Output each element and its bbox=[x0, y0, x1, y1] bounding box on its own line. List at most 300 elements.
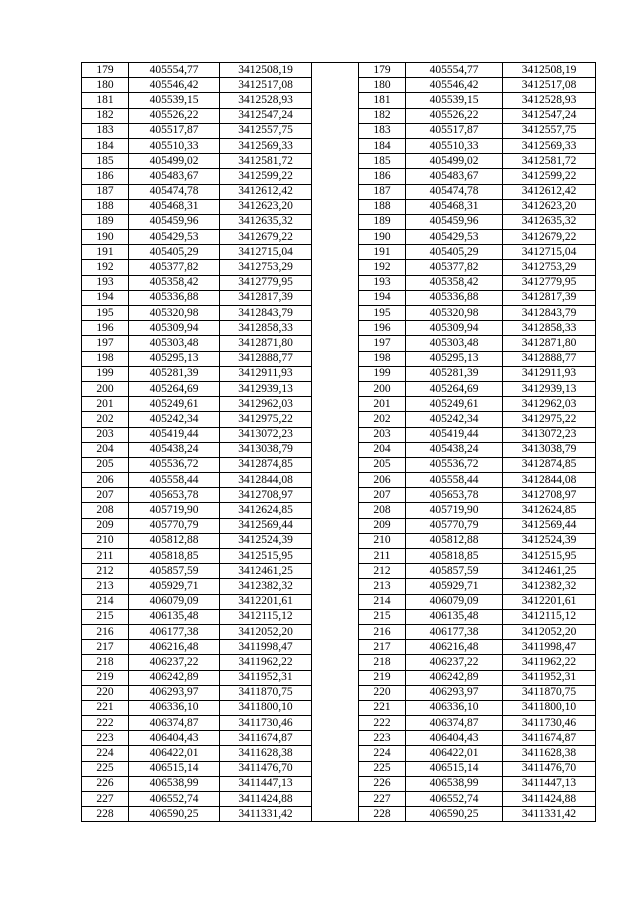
right-point-number-cell: 211 bbox=[359, 549, 406, 564]
column-gap bbox=[312, 564, 359, 579]
column-gap bbox=[312, 716, 359, 731]
right-x-coordinate-cell: 405483,67 bbox=[406, 169, 503, 184]
left-x-coordinate-cell: 406135,48 bbox=[129, 609, 220, 624]
right-y-coordinate-cell: 3412843,79 bbox=[503, 306, 596, 321]
right-x-coordinate-cell: 406216,48 bbox=[406, 640, 503, 655]
left-y-coordinate-cell: 3412115,12 bbox=[220, 609, 312, 624]
left-x-coordinate-cell: 405429,53 bbox=[129, 230, 220, 245]
left-y-coordinate-cell: 3412517,08 bbox=[220, 78, 312, 93]
right-point-number-cell: 227 bbox=[359, 792, 406, 807]
column-gap bbox=[312, 336, 359, 351]
column-gap bbox=[312, 579, 359, 594]
right-point-number-cell: 205 bbox=[359, 457, 406, 472]
column-gap bbox=[312, 123, 359, 138]
table-row bbox=[82, 351, 596, 366]
left-point-number-cell: 209 bbox=[82, 518, 129, 533]
left-y-coordinate-cell: 3411800,10 bbox=[220, 700, 312, 715]
right-y-coordinate-cell: 3412975,22 bbox=[503, 412, 596, 427]
table-row bbox=[82, 746, 596, 761]
left-x-coordinate-cell: 406422,01 bbox=[129, 746, 220, 761]
right-y-coordinate-cell: 3411730,46 bbox=[503, 716, 596, 731]
right-y-coordinate-cell: 3412939,13 bbox=[503, 381, 596, 396]
right-point-number-cell: 198 bbox=[359, 351, 406, 366]
right-y-coordinate-cell: 3412547,24 bbox=[503, 108, 596, 123]
table-row bbox=[82, 549, 596, 564]
right-y-coordinate-cell: 3412382,32 bbox=[503, 579, 596, 594]
right-point-number-cell: 226 bbox=[359, 776, 406, 791]
right-point-number-cell: 219 bbox=[359, 670, 406, 685]
left-point-number-cell: 220 bbox=[82, 685, 129, 700]
right-point-number-cell: 215 bbox=[359, 609, 406, 624]
column-gap bbox=[312, 275, 359, 290]
left-point-number-cell: 205 bbox=[82, 457, 129, 472]
left-point-number-cell: 228 bbox=[82, 807, 129, 822]
right-y-coordinate-cell: 3412508,19 bbox=[503, 63, 596, 78]
right-y-coordinate-cell: 3413072,23 bbox=[503, 427, 596, 442]
left-point-number-cell: 225 bbox=[82, 761, 129, 776]
left-y-coordinate-cell: 3411331,42 bbox=[220, 807, 312, 822]
right-y-coordinate-cell: 3412753,29 bbox=[503, 260, 596, 275]
column-gap bbox=[312, 776, 359, 791]
right-y-coordinate-cell: 3412515,95 bbox=[503, 549, 596, 564]
table-row bbox=[82, 518, 596, 533]
right-point-number-cell: 189 bbox=[359, 214, 406, 229]
left-x-coordinate-cell: 406242,89 bbox=[129, 670, 220, 685]
column-gap bbox=[312, 184, 359, 199]
right-x-coordinate-cell: 406552,74 bbox=[406, 792, 503, 807]
right-y-coordinate-cell: 3411476,70 bbox=[503, 761, 596, 776]
right-y-coordinate-cell: 3412115,12 bbox=[503, 609, 596, 624]
left-x-coordinate-cell: 405653,78 bbox=[129, 488, 220, 503]
table-row bbox=[82, 366, 596, 381]
table-row bbox=[82, 655, 596, 670]
left-point-number-cell: 184 bbox=[82, 138, 129, 153]
column-gap bbox=[312, 670, 359, 685]
right-y-coordinate-cell: 3411962,22 bbox=[503, 655, 596, 670]
right-y-coordinate-cell: 3411870,75 bbox=[503, 685, 596, 700]
right-point-number-cell: 183 bbox=[359, 123, 406, 138]
right-x-coordinate-cell: 406237,22 bbox=[406, 655, 503, 670]
table-row bbox=[82, 290, 596, 305]
right-x-coordinate-cell: 405812,88 bbox=[406, 533, 503, 548]
right-point-number-cell: 223 bbox=[359, 731, 406, 746]
right-y-coordinate-cell: 3412624,85 bbox=[503, 503, 596, 518]
right-x-coordinate-cell: 405818,85 bbox=[406, 549, 503, 564]
right-point-number-cell: 181 bbox=[359, 93, 406, 108]
right-y-coordinate-cell: 3412524,39 bbox=[503, 533, 596, 548]
right-point-number-cell: 200 bbox=[359, 381, 406, 396]
right-point-number-cell: 212 bbox=[359, 564, 406, 579]
left-y-coordinate-cell: 3411424,88 bbox=[220, 792, 312, 807]
right-point-number-cell: 187 bbox=[359, 184, 406, 199]
column-gap bbox=[312, 63, 359, 78]
right-y-coordinate-cell: 3411447,13 bbox=[503, 776, 596, 791]
left-point-number-cell: 227 bbox=[82, 792, 129, 807]
right-x-coordinate-cell: 405526,22 bbox=[406, 108, 503, 123]
table-row bbox=[82, 776, 596, 791]
left-y-coordinate-cell: 3412753,29 bbox=[220, 260, 312, 275]
table-row bbox=[82, 594, 596, 609]
right-point-number-cell: 224 bbox=[359, 746, 406, 761]
right-point-number-cell: 184 bbox=[359, 138, 406, 153]
left-point-number-cell: 222 bbox=[82, 716, 129, 731]
right-x-coordinate-cell: 405419,44 bbox=[406, 427, 503, 442]
left-point-number-cell: 212 bbox=[82, 564, 129, 579]
right-x-coordinate-cell: 405336,88 bbox=[406, 290, 503, 305]
table-row bbox=[82, 624, 596, 639]
right-point-number-cell: 194 bbox=[359, 290, 406, 305]
right-x-coordinate-cell: 405405,29 bbox=[406, 245, 503, 260]
left-point-number-cell: 200 bbox=[82, 381, 129, 396]
left-point-number-cell: 191 bbox=[82, 245, 129, 260]
right-y-coordinate-cell: 3412708,97 bbox=[503, 488, 596, 503]
right-point-number-cell: 217 bbox=[359, 640, 406, 655]
right-point-number-cell: 225 bbox=[359, 761, 406, 776]
left-x-coordinate-cell: 405929,71 bbox=[129, 579, 220, 594]
left-x-coordinate-cell: 406079,09 bbox=[129, 594, 220, 609]
right-point-number-cell: 201 bbox=[359, 397, 406, 412]
right-point-number-cell: 210 bbox=[359, 533, 406, 548]
table-row bbox=[82, 169, 596, 184]
right-y-coordinate-cell: 3412569,44 bbox=[503, 518, 596, 533]
left-y-coordinate-cell: 3412201,61 bbox=[220, 594, 312, 609]
table-row bbox=[82, 397, 596, 412]
column-gap bbox=[312, 549, 359, 564]
left-x-coordinate-cell: 405818,85 bbox=[129, 549, 220, 564]
left-point-number-cell: 226 bbox=[82, 776, 129, 791]
left-point-number-cell: 210 bbox=[82, 533, 129, 548]
column-gap bbox=[312, 366, 359, 381]
right-x-coordinate-cell: 405546,42 bbox=[406, 78, 503, 93]
column-gap bbox=[312, 609, 359, 624]
right-x-coordinate-cell: 405474,78 bbox=[406, 184, 503, 199]
right-point-number-cell: 197 bbox=[359, 336, 406, 351]
right-x-coordinate-cell: 405264,69 bbox=[406, 381, 503, 396]
right-x-coordinate-cell: 406515,14 bbox=[406, 761, 503, 776]
left-y-coordinate-cell: 3412623,20 bbox=[220, 199, 312, 214]
column-gap bbox=[312, 427, 359, 442]
column-gap bbox=[312, 154, 359, 169]
right-x-coordinate-cell: 406538,99 bbox=[406, 776, 503, 791]
table-row bbox=[82, 199, 596, 214]
right-x-coordinate-cell: 406242,89 bbox=[406, 670, 503, 685]
left-y-coordinate-cell: 3412911,93 bbox=[220, 366, 312, 381]
table-row bbox=[82, 427, 596, 442]
left-x-coordinate-cell: 406293,97 bbox=[129, 685, 220, 700]
left-x-coordinate-cell: 405242,34 bbox=[129, 412, 220, 427]
left-point-number-cell: 198 bbox=[82, 351, 129, 366]
right-point-number-cell: 186 bbox=[359, 169, 406, 184]
right-x-coordinate-cell: 405303,48 bbox=[406, 336, 503, 351]
column-gap bbox=[312, 640, 359, 655]
left-point-number-cell: 201 bbox=[82, 397, 129, 412]
left-y-coordinate-cell: 3413038,79 bbox=[220, 442, 312, 457]
column-gap bbox=[312, 731, 359, 746]
left-x-coordinate-cell: 405468,31 bbox=[129, 199, 220, 214]
table-row bbox=[82, 670, 596, 685]
column-gap bbox=[312, 473, 359, 488]
table-row bbox=[82, 245, 596, 260]
left-point-number-cell: 213 bbox=[82, 579, 129, 594]
left-y-coordinate-cell: 3412939,13 bbox=[220, 381, 312, 396]
table-row bbox=[82, 792, 596, 807]
left-x-coordinate-cell: 405558,44 bbox=[129, 473, 220, 488]
left-point-number-cell: 223 bbox=[82, 731, 129, 746]
table-row bbox=[82, 108, 596, 123]
column-gap bbox=[312, 533, 359, 548]
column-gap bbox=[312, 169, 359, 184]
right-x-coordinate-cell: 406177,38 bbox=[406, 624, 503, 639]
right-y-coordinate-cell: 3412201,61 bbox=[503, 594, 596, 609]
right-y-coordinate-cell: 3412612,42 bbox=[503, 184, 596, 199]
left-x-coordinate-cell: 406374,87 bbox=[129, 716, 220, 731]
left-x-coordinate-cell: 406177,38 bbox=[129, 624, 220, 639]
right-y-coordinate-cell: 3412461,25 bbox=[503, 564, 596, 579]
table-row bbox=[82, 488, 596, 503]
right-y-coordinate-cell: 3412871,80 bbox=[503, 336, 596, 351]
right-x-coordinate-cell: 405320,98 bbox=[406, 306, 503, 321]
left-point-number-cell: 183 bbox=[82, 123, 129, 138]
left-point-number-cell: 214 bbox=[82, 594, 129, 609]
right-point-number-cell: 214 bbox=[359, 594, 406, 609]
left-point-number-cell: 189 bbox=[82, 214, 129, 229]
column-gap bbox=[312, 199, 359, 214]
left-y-coordinate-cell: 3412524,39 bbox=[220, 533, 312, 548]
left-x-coordinate-cell: 405295,13 bbox=[129, 351, 220, 366]
right-x-coordinate-cell: 405499,02 bbox=[406, 154, 503, 169]
table-row bbox=[82, 381, 596, 396]
left-x-coordinate-cell: 405510,33 bbox=[129, 138, 220, 153]
right-x-coordinate-cell: 405468,31 bbox=[406, 199, 503, 214]
right-x-coordinate-cell: 405377,82 bbox=[406, 260, 503, 275]
right-point-number-cell: 208 bbox=[359, 503, 406, 518]
right-x-coordinate-cell: 406374,87 bbox=[406, 716, 503, 731]
right-y-coordinate-cell: 3411331,42 bbox=[503, 807, 596, 822]
left-point-number-cell: 197 bbox=[82, 336, 129, 351]
right-y-coordinate-cell: 3411424,88 bbox=[503, 792, 596, 807]
table-row bbox=[82, 275, 596, 290]
column-gap bbox=[312, 290, 359, 305]
left-point-number-cell: 192 bbox=[82, 260, 129, 275]
left-point-number-cell: 203 bbox=[82, 427, 129, 442]
right-point-number-cell: 203 bbox=[359, 427, 406, 442]
right-y-coordinate-cell: 3411998,47 bbox=[503, 640, 596, 655]
left-x-coordinate-cell: 406404,43 bbox=[129, 731, 220, 746]
left-point-number-cell: 207 bbox=[82, 488, 129, 503]
left-y-coordinate-cell: 3412888,77 bbox=[220, 351, 312, 366]
left-x-coordinate-cell: 405857,59 bbox=[129, 564, 220, 579]
right-x-coordinate-cell: 406135,48 bbox=[406, 609, 503, 624]
left-x-coordinate-cell: 405546,42 bbox=[129, 78, 220, 93]
right-y-coordinate-cell: 3412844,08 bbox=[503, 473, 596, 488]
right-x-coordinate-cell: 405558,44 bbox=[406, 473, 503, 488]
right-y-coordinate-cell: 3412817,39 bbox=[503, 290, 596, 305]
left-x-coordinate-cell: 405419,44 bbox=[129, 427, 220, 442]
coordinates-table bbox=[81, 62, 596, 822]
right-point-number-cell: 192 bbox=[359, 260, 406, 275]
left-point-number-cell: 204 bbox=[82, 442, 129, 457]
left-x-coordinate-cell: 406336,10 bbox=[129, 700, 220, 715]
table-row bbox=[82, 700, 596, 715]
right-y-coordinate-cell: 3411800,10 bbox=[503, 700, 596, 715]
left-x-coordinate-cell: 406216,48 bbox=[129, 640, 220, 655]
right-x-coordinate-cell: 405554,77 bbox=[406, 63, 503, 78]
right-point-number-cell: 179 bbox=[359, 63, 406, 78]
right-x-coordinate-cell: 405438,24 bbox=[406, 442, 503, 457]
right-y-coordinate-cell: 3411628,38 bbox=[503, 746, 596, 761]
table-row bbox=[82, 93, 596, 108]
table-row bbox=[82, 184, 596, 199]
left-y-coordinate-cell: 3412844,08 bbox=[220, 473, 312, 488]
right-y-coordinate-cell: 3412911,93 bbox=[503, 366, 596, 381]
table-row bbox=[82, 123, 596, 138]
right-y-coordinate-cell: 3412623,20 bbox=[503, 199, 596, 214]
column-gap bbox=[312, 138, 359, 153]
left-x-coordinate-cell: 405719,90 bbox=[129, 503, 220, 518]
column-gap bbox=[312, 260, 359, 275]
left-y-coordinate-cell: 3411476,70 bbox=[220, 761, 312, 776]
right-point-number-cell: 193 bbox=[359, 275, 406, 290]
table-row bbox=[82, 306, 596, 321]
column-gap bbox=[312, 807, 359, 822]
left-x-coordinate-cell: 405405,29 bbox=[129, 245, 220, 260]
left-y-coordinate-cell: 3412962,03 bbox=[220, 397, 312, 412]
left-y-coordinate-cell: 3412581,72 bbox=[220, 154, 312, 169]
left-x-coordinate-cell: 405377,82 bbox=[129, 260, 220, 275]
left-x-coordinate-cell: 405812,88 bbox=[129, 533, 220, 548]
right-y-coordinate-cell: 3412779,95 bbox=[503, 275, 596, 290]
table-row bbox=[82, 230, 596, 245]
left-point-number-cell: 193 bbox=[82, 275, 129, 290]
left-point-number-cell: 194 bbox=[82, 290, 129, 305]
table-row bbox=[82, 442, 596, 457]
left-point-number-cell: 218 bbox=[82, 655, 129, 670]
column-gap bbox=[312, 214, 359, 229]
left-point-number-cell: 187 bbox=[82, 184, 129, 199]
left-x-coordinate-cell: 405517,87 bbox=[129, 123, 220, 138]
right-point-number-cell: 188 bbox=[359, 199, 406, 214]
column-gap bbox=[312, 746, 359, 761]
left-point-number-cell: 211 bbox=[82, 549, 129, 564]
right-y-coordinate-cell: 3412557,75 bbox=[503, 123, 596, 138]
table-row bbox=[82, 533, 596, 548]
column-gap bbox=[312, 685, 359, 700]
left-y-coordinate-cell: 3411674,87 bbox=[220, 731, 312, 746]
left-point-number-cell: 219 bbox=[82, 670, 129, 685]
column-gap bbox=[312, 655, 359, 670]
column-gap bbox=[312, 412, 359, 427]
table-row bbox=[82, 609, 596, 624]
right-y-coordinate-cell: 3412052,20 bbox=[503, 624, 596, 639]
left-x-coordinate-cell: 405281,39 bbox=[129, 366, 220, 381]
right-x-coordinate-cell: 405539,15 bbox=[406, 93, 503, 108]
table-row bbox=[82, 138, 596, 153]
left-x-coordinate-cell: 405264,69 bbox=[129, 381, 220, 396]
column-gap bbox=[312, 594, 359, 609]
left-y-coordinate-cell: 3411962,22 bbox=[220, 655, 312, 670]
right-point-number-cell: 180 bbox=[359, 78, 406, 93]
column-gap bbox=[312, 761, 359, 776]
left-y-coordinate-cell: 3411628,38 bbox=[220, 746, 312, 761]
table-row bbox=[82, 731, 596, 746]
left-point-number-cell: 224 bbox=[82, 746, 129, 761]
table-row bbox=[82, 214, 596, 229]
left-x-coordinate-cell: 405438,24 bbox=[129, 442, 220, 457]
left-x-coordinate-cell: 405499,02 bbox=[129, 154, 220, 169]
table-row bbox=[82, 473, 596, 488]
left-x-coordinate-cell: 406237,22 bbox=[129, 655, 220, 670]
left-y-coordinate-cell: 3412779,95 bbox=[220, 275, 312, 290]
left-y-coordinate-cell: 3412715,04 bbox=[220, 245, 312, 260]
left-y-coordinate-cell: 3412508,19 bbox=[220, 63, 312, 78]
column-gap bbox=[312, 503, 359, 518]
table-row bbox=[82, 564, 596, 579]
column-gap bbox=[312, 108, 359, 123]
right-y-coordinate-cell: 3412858,33 bbox=[503, 321, 596, 336]
left-y-coordinate-cell: 3412382,32 bbox=[220, 579, 312, 594]
column-gap bbox=[312, 700, 359, 715]
column-gap bbox=[312, 624, 359, 639]
right-y-coordinate-cell: 3412888,77 bbox=[503, 351, 596, 366]
left-x-coordinate-cell: 405249,61 bbox=[129, 397, 220, 412]
right-point-number-cell: 196 bbox=[359, 321, 406, 336]
right-y-coordinate-cell: 3412528,93 bbox=[503, 93, 596, 108]
table-row bbox=[82, 63, 596, 78]
table-row bbox=[82, 321, 596, 336]
left-point-number-cell: 215 bbox=[82, 609, 129, 624]
right-x-coordinate-cell: 405429,53 bbox=[406, 230, 503, 245]
column-gap bbox=[312, 351, 359, 366]
left-y-coordinate-cell: 3411730,46 bbox=[220, 716, 312, 731]
table-row bbox=[82, 457, 596, 472]
left-y-coordinate-cell: 3412612,42 bbox=[220, 184, 312, 199]
column-gap bbox=[312, 397, 359, 412]
right-y-coordinate-cell: 3411674,87 bbox=[503, 731, 596, 746]
left-y-coordinate-cell: 3412975,22 bbox=[220, 412, 312, 427]
right-x-coordinate-cell: 405242,34 bbox=[406, 412, 503, 427]
left-y-coordinate-cell: 3412052,20 bbox=[220, 624, 312, 639]
left-x-coordinate-cell: 405309,94 bbox=[129, 321, 220, 336]
left-y-coordinate-cell: 3412858,33 bbox=[220, 321, 312, 336]
right-point-number-cell: 190 bbox=[359, 230, 406, 245]
left-x-coordinate-cell: 406590,25 bbox=[129, 807, 220, 822]
left-x-coordinate-cell: 405483,67 bbox=[129, 169, 220, 184]
right-point-number-cell: 206 bbox=[359, 473, 406, 488]
right-y-coordinate-cell: 3412569,33 bbox=[503, 138, 596, 153]
left-point-number-cell: 208 bbox=[82, 503, 129, 518]
table-row bbox=[82, 336, 596, 351]
left-y-coordinate-cell: 3412461,25 bbox=[220, 564, 312, 579]
right-point-number-cell: 199 bbox=[359, 366, 406, 381]
left-y-coordinate-cell: 3411447,13 bbox=[220, 776, 312, 791]
column-gap bbox=[312, 792, 359, 807]
left-y-coordinate-cell: 3412871,80 bbox=[220, 336, 312, 351]
left-x-coordinate-cell: 405770,79 bbox=[129, 518, 220, 533]
left-point-number-cell: 185 bbox=[82, 154, 129, 169]
right-y-coordinate-cell: 3412715,04 bbox=[503, 245, 596, 260]
left-x-coordinate-cell: 405459,96 bbox=[129, 214, 220, 229]
right-y-coordinate-cell: 3412874,85 bbox=[503, 457, 596, 472]
left-x-coordinate-cell: 405336,88 bbox=[129, 290, 220, 305]
column-gap bbox=[312, 321, 359, 336]
right-x-coordinate-cell: 405295,13 bbox=[406, 351, 503, 366]
table-row bbox=[82, 685, 596, 700]
table-row bbox=[82, 640, 596, 655]
right-x-coordinate-cell: 406590,25 bbox=[406, 807, 503, 822]
right-point-number-cell: 185 bbox=[359, 154, 406, 169]
left-y-coordinate-cell: 3412528,93 bbox=[220, 93, 312, 108]
left-x-coordinate-cell: 406515,14 bbox=[129, 761, 220, 776]
